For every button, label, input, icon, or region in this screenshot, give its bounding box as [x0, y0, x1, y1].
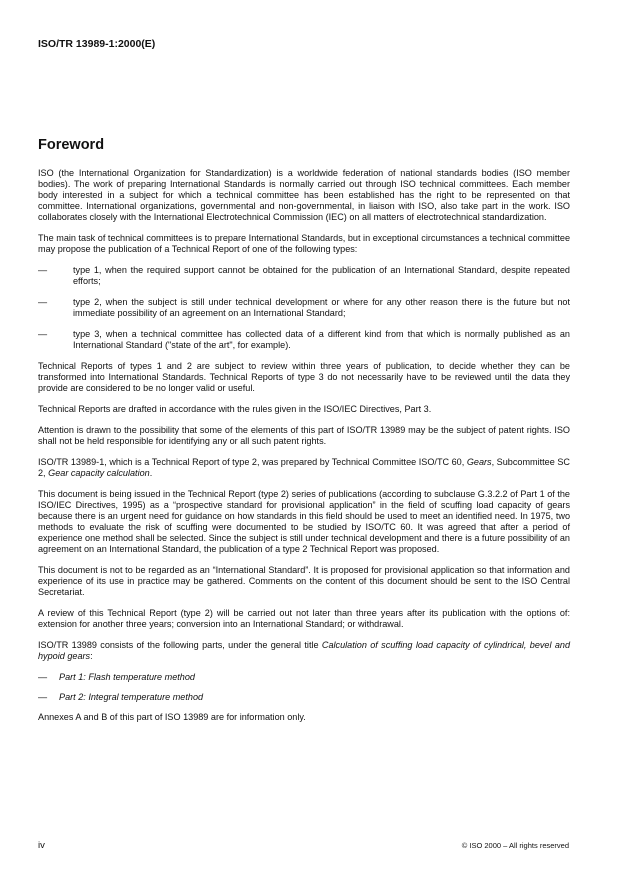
copyright-notice: © ISO 2000 – All rights reserved	[461, 841, 569, 850]
paragraph-review-options: A review of this Technical Report (type 2) will be carried out not later than three years after its publication with the options of: extension for another three years; conversion into an International Standard; or withdrawal.	[38, 608, 570, 629]
text-run: , Subcommittee SC 2,	[38, 457, 570, 478]
dash-marker: —	[38, 329, 48, 339]
paragraph-patent: Attention is drawn to the possibility that some of the elements of this part of ISO/TR 13989 may be the subject of patent rights. ISO shall not be held responsible for identifying any or all such patent rights.	[38, 425, 570, 446]
paragraph-prepared-by	[38, 457, 570, 479]
page-number: iv	[38, 840, 45, 851]
list-item-type3	[38, 329, 570, 351]
dash-marker: —	[38, 265, 48, 275]
foreword-body	[38, 168, 570, 733]
paragraph-technical-committees: The main task of technical committees is to prepare International Standards, but in exceptional circumstances a technical committee may propose the publication of a Technical Report of one of the following types:	[38, 233, 570, 254]
text-run-italic: Calculation of scuffing load capacity of cylindrical, bevel and hypoid gears	[38, 640, 571, 661]
part-item-2	[38, 692, 570, 703]
part-title: Part 1: Flash temperature method	[59, 672, 195, 682]
part-title: Part 2: Integral temperature method	[59, 692, 204, 702]
text-run: .	[149, 468, 153, 478]
text-run: ISO/TR 13989 consists of the following parts, under the general title	[38, 640, 322, 650]
dash-marker: —	[38, 692, 48, 702]
document-header: ISO/TR 13989-1:2000(E)	[38, 38, 156, 50]
paragraph-not-standard: This document is not to be regarded as an “International Standard”. It is proposed for provisional application so that information and experience of its use in practice may be gathered. Comments on the content of this document should be sent to the ISO Central Secretariat.	[38, 565, 570, 597]
paragraph-annexes: Annexes A and B of this part of ISO 13989 are for information only.	[38, 712, 306, 722]
list-item-type2	[38, 297, 570, 319]
text-run-italic: Gear capacity calculation	[48, 468, 150, 478]
dash-marker: —	[38, 297, 48, 307]
list-item-text: type 1, when the required support cannot be obtained for the publication of an International Standard, despite repeated efforts;	[73, 265, 570, 286]
paragraph-document-issued: This document is being issued in the Technical Report (type 2) series of publications (according to subclause G.3.2.2 of Part 1 of the ISO/IEC Directives, 1995) as a “prospective standard for provisional application” in the field of scuffing load capacity of gears because there is an urgent need for guidance on how standards in this field should be used to meet an identified need. In 1975, two methods to evaluate the risk of scuffing were documented to be studied by ISO/TC 60. It was agreed that after a period of experience one method shall be selected. Since the subject is still under technical development and there is a future possibility of an agreement on an International Standard, the publication of a type 2 Technical Report was proposed.	[38, 489, 570, 554]
page-title: Foreword	[38, 137, 105, 153]
dash-marker: —	[38, 672, 48, 682]
paragraph-review: Technical Reports of types 1 and 2 are subject to review within three years of publication, to decide whether they can be transformed into International Standards. Technical Reports of type 3 do not necessarily have to be reviewed until the data they provide are considered to be no longer valid or useful.	[38, 361, 570, 393]
part-item-1	[38, 672, 570, 683]
list-item-text: type 3, when a technical committee has collected data of a different kind from that which is normally published as an International Standard ("state of the art", for example).	[73, 329, 570, 350]
list-item-text: type 2, when the subject is still under technical development or where for any other reason there is the future but not immediate possibility of an agreement on an International Standard;	[73, 297, 570, 318]
text-run: ISO/TR 13989-1, which is a Technical Report of type 2, was prepared by Technical Committee ISO/TC 60,	[38, 457, 467, 467]
list-item-type1	[38, 265, 570, 287]
paragraph-parts	[38, 640, 570, 662]
text-run-italic: Gears	[466, 457, 492, 467]
paragraph-directives: Technical Reports are drafted in accordance with the rules given in the ISO/IEC Directives, Part 3.	[38, 404, 432, 414]
paragraph-iso-intro: ISO (the International Organization for Standardization) is a worldwide federation of national standards bodies (ISO member bodies). The work of preparing International Standards is normally carried out through ISO technical committees. Each member body interested in a subject for which a technical committee has been established has the right to be represented on that committee. International organizations, governmental and non-governmental, in liaison with ISO, also take part in the work. ISO collaborates closely with the International Electrotechnical Commission (IEC) on all matters of electrotechnical standardization.	[38, 168, 570, 222]
text-run: :	[90, 651, 93, 661]
